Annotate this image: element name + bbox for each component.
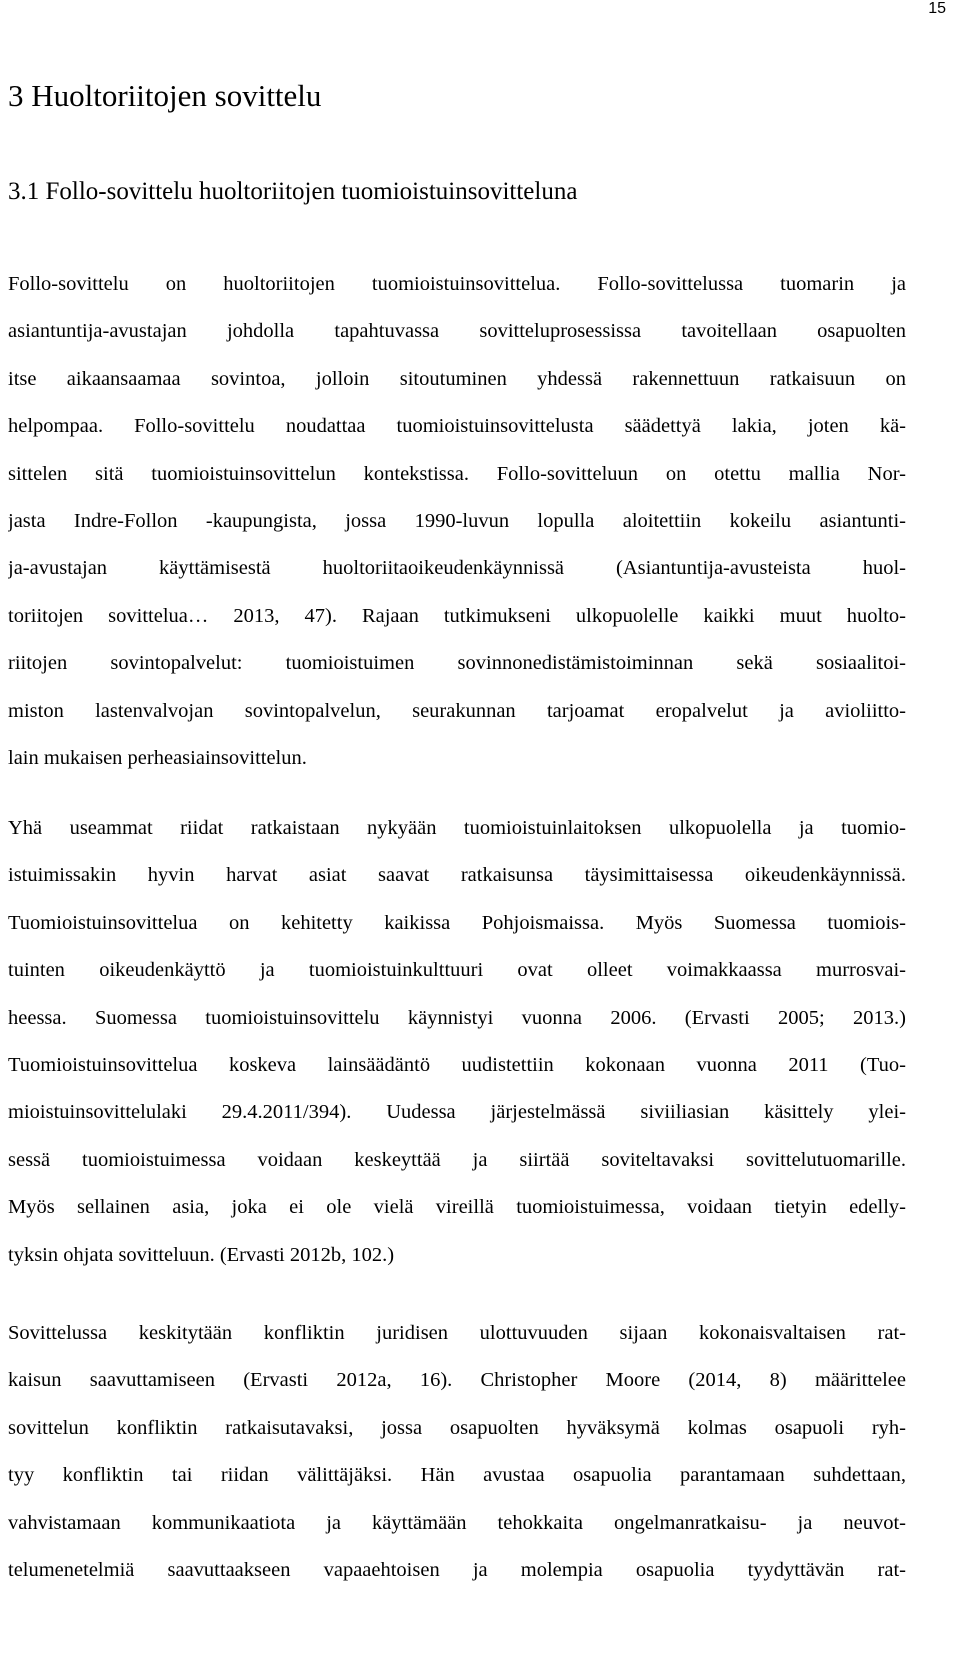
- paragraph-line: lain mukaisen perheasiainsovittelun.: [8, 746, 307, 769]
- paragraph-line: telumenetelmiä saavuttaakseen vapaaehtoisen ja molempia osapuolia tyydyttävän rat-: [8, 1558, 906, 1581]
- paragraph-3: [8, 1310, 906, 1594]
- paragraph-line: Sovittelussa keskitytään konfliktin juridisen ulottuvuuden sijaan kokonaisvaltaisen rat-: [8, 1322, 906, 1344]
- paragraph-line: Myös sellainen asia, joka ei ole vielä vireillä tuomioistuimessa, voidaan tietyin edelly-: [8, 1196, 906, 1219]
- chapter-heading: 3 Huoltoriitojen sovittelu: [8, 78, 322, 113]
- paragraph-line: sovittelun konfliktin ratkaisutavaksi, jossa osapuolten hyväksymä kolmas osapuoli ryh-: [8, 1416, 906, 1439]
- paragraph-line: istuimissakin hyvin harvat asiat saavat ratkaisunsa täysimittaisessa oikeudenkäynnissä.: [8, 864, 906, 887]
- paragraph-line: itse aikaansaamaa sovintoa, jolloin sitoutuminen yhdessä rakennettuun ratkaisuun on: [8, 367, 906, 390]
- paragraph-line: miston lastenvalvojan sovintopalvelun, seurakunnan tarjoamat eropalvelut ja avioliitto-: [8, 699, 906, 722]
- paragraph-line: helpompaa. Follo-sovittelu noudattaa tuomioistuinsovittelusta säädettyä lakia, joten kä-: [8, 415, 906, 438]
- paragraph-line: Tuomioistuinsovittelua koskeva lainsäädäntö uudistettiin kokonaan vuonna 2011 (Tuo-: [8, 1053, 906, 1076]
- paragraph-line: sessä tuomioistuimessa voidaan keskeyttää ja siirtää soviteltavaksi sovittelutuomarille.: [8, 1148, 906, 1171]
- paragraph-line: tuinten oikeudenkäyttö ja tuomioistuinkulttuuri ovat olleet voimakkaassa murrosvai-: [8, 959, 906, 982]
- paragraph-line: riitojen sovintopalvelut: tuomioistuimen sovinnonedistämistoiminnan sekä sosiaalitoi-: [8, 652, 906, 675]
- paragraph-1: [8, 261, 906, 782]
- paragraph-line: Yhä useammat riidat ratkaistaan nykyään tuomioistuinlaitoksen ulkopuolella ja tuomio-: [8, 817, 906, 839]
- paragraph-line: tyy konfliktin tai riidan välittäjäksi. Hän avustaa osapuolia parantamaan suhdettaan,: [8, 1464, 906, 1487]
- paragraph-2: [8, 805, 906, 1279]
- section-heading: 3.1 Follo-sovittelu huoltoriitojen tuomioistuinsovitteluna: [8, 178, 578, 205]
- paragraph-line: ja-avustajan käyttämisestä huoltoriitaoikeudenkäynnissä (Asiantuntija-avusteista huol-: [8, 557, 906, 580]
- paragraph-line: vahvistamaan kommunikaatiota ja käyttämään tehokkaita ongelmanratkaisu- ja neuvot-: [8, 1511, 906, 1534]
- paragraph-line: toriitojen sovittelua… 2013, 47). Rajaan tutkimukseni ulkopuolelle kaikki muut huolto-: [8, 604, 906, 627]
- paragraph-line: kaisun saavuttamiseen (Ervasti 2012a, 16). Christopher Moore (2014, 8) määrittelee: [8, 1369, 906, 1392]
- paragraph-line: mioistuinsovittelulaki 29.4.2011/394). Uudessa järjestelmässä siviiliasian käsittely ylei-: [8, 1101, 906, 1124]
- paragraph-line: asiantuntija-avustajan johdolla tapahtuvassa sovitteluprosessissa tavoitellaan osapuolten: [8, 320, 906, 343]
- paragraph-line: heessa. Suomessa tuomioistuinsovittelu käynnistyi vuonna 2006. (Ervasti 2005; 2013.): [8, 1006, 906, 1029]
- paragraph-line: Follo-sovittelu on huoltoriitojen tuomioistuinsovittelua. Follo-sovittelussa tuomarin ja: [8, 273, 906, 295]
- paragraph-line: tyksin ohjata sovitteluun. (Ervasti 2012b, 102.): [8, 1243, 395, 1266]
- page-number: 15: [928, 0, 946, 17]
- paragraph-line: sittelen sitä tuomioistuinsovittelun kontekstissa. Follo-sovitteluun on otettu mallia Nor-: [8, 462, 906, 485]
- paragraph-line: jasta Indre-Follon -kaupungista, jossa 1990-luvun lopulla aloitettiin kokeilu asiantunti-: [8, 509, 906, 532]
- paragraph-line: Tuomioistuinsovittelua on kehitetty kaikissa Pohjoismaissa. Myös Suomessa tuomiois-: [8, 911, 906, 934]
